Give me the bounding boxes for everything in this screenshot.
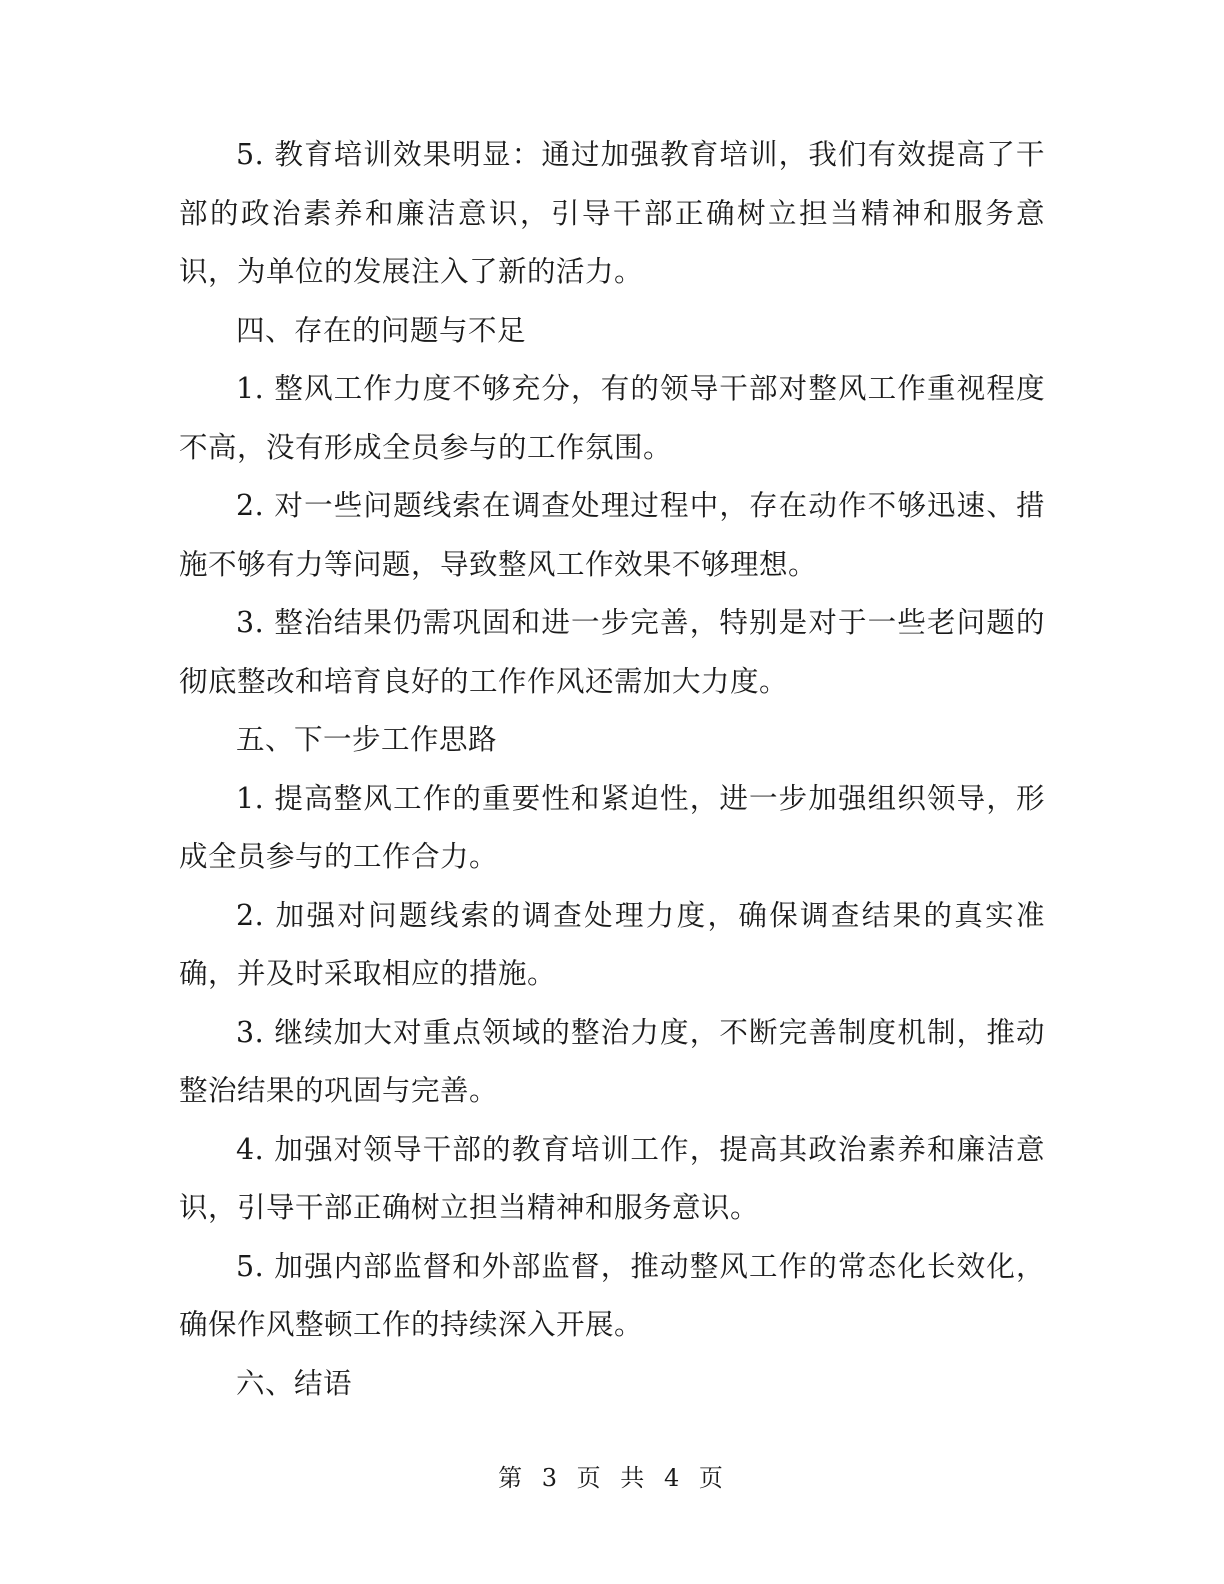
section-heading-problems: 四、存在的问题与不足 [236, 313, 527, 347]
paragraph-problem-3: 3. 整治结果仍需巩固和进一步完善，特别是对于一些老问题的彻底整改和培育良好的工作作风还需加大力度。 [179, 606, 1045, 698]
paragraph-next-step-1: 1. 提高整风工作的重要性和紧迫性，进一步加强组织领导，形成全员参与的工作合力。 [179, 781, 1045, 873]
paragraph-next-step-3: 3. 继续加大对重点领域的整治力度，不断完善制度机制，推动整治结果的巩固与完善。 [179, 1015, 1045, 1107]
paragraph-next-step-4: 4. 加强对领导干部的教育培训工作，提高其政治素养和廉洁意识，引导干部正确树立担当精神和服务意识。 [179, 1132, 1045, 1224]
section-heading-conclusion: 六、结语 [236, 1366, 353, 1400]
paragraph-problem-1: 1. 整风工作力度不够充分，有的领导干部对整风工作重视程度不高，没有形成全员参与的工作氛围。 [179, 372, 1045, 464]
paragraph-next-step-5: 5. 加强内部监督和外部监督，推动整风工作的常态化长效化，确保作风整顿工作的持续深入开展。 [179, 1249, 1045, 1341]
paragraph-next-step-2: 2. 加强对问题线索的调查处理力度，确保调查结果的真实准确，并及时采取相应的措施。 [179, 898, 1045, 990]
paragraph-training-effect: 5. 教育培训效果明显：通过加强教育培训，我们有效提高了干部的政治素养和廉洁意识，引导干部正确树立担当精神和服务意识，为单位的发展注入了新的活力。 [179, 138, 1045, 288]
page-number-footer: 第 3 页 共 4 页 [498, 1464, 726, 1492]
document-body [179, 126, 1045, 1413]
section-heading-next-steps: 五、下一步工作思路 [236, 723, 498, 756]
paragraph-problem-2: 2. 对一些问题线索在调查处理过程中，存在动作不够迅速、措施不够有力等问题，导致整风工作效果不够理想。 [179, 489, 1045, 581]
